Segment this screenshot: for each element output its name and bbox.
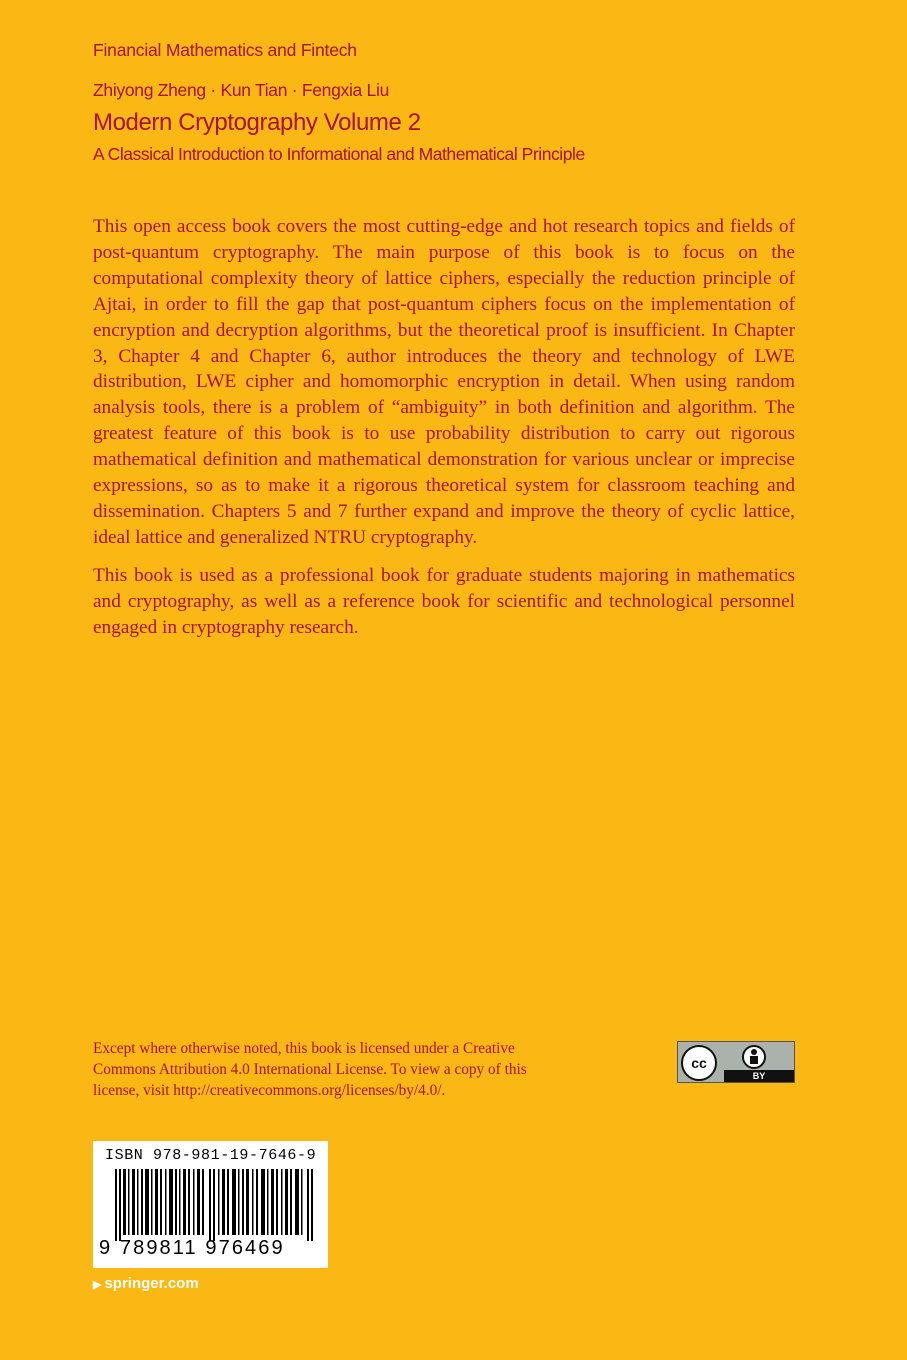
barcode-bars — [115, 1169, 315, 1241]
isbn-text: ISBN 978-981-19-7646-9 — [105, 1147, 317, 1164]
by-label: BY — [752, 1071, 766, 1081]
springer-link[interactable] — [93, 1275, 199, 1292]
series-name: Financial Mathematics and Fintech — [93, 40, 357, 60]
book-subtitle: A Classical Introduction to Informational and Mathematical Principle — [93, 144, 585, 164]
cc-icon: cc — [681, 1045, 717, 1081]
description-paragraph-2: This book is used as a professional book for graduate students majoring in mathematics and cryptography, as well as a reference book for scientific and technological personnel engaged in cryptography research. — [93, 564, 795, 638]
barcode — [93, 1141, 328, 1268]
attribution-person-icon — [742, 1045, 766, 1069]
license-notice: Except where otherwise noted, this book is licensed under a Creative Commons Attribution 4.0 International License. To view a copy of this license, visit http://creativecommons.org/licenses/by/4.0/. — [93, 1040, 527, 1099]
description — [93, 214, 795, 653]
barcode-digits: 9 789811 976469 — [99, 1237, 285, 1259]
authors: Zhiyong Zheng · Kun Tian · Fengxia Liu — [93, 80, 389, 100]
cc-by-license-badge[interactable] — [677, 1041, 795, 1083]
description-paragraph-1: This open access book covers the most cutting-edge and hot research topics and fields of post-quantum cryptography. The main purpose of this book is to focus on the computational complexity theory of lattice ciphers, especially the reduction principle of Ajtai, in order to fill the gap that post-quantum ciphers focus on the implementation of encryption and decryption algorithms, but the theoretical proof is insufficient. In Chapter 3, Chapter 4 and Chapter 6, author introduces the theory and technology of LWE distribution, LWE cipher and homomorphic encryption in detail. When using random analysis tools, there is a problem of “ambiguity” in both definition and algorithm. The greatest feature of this book is to use probability distribution to carry out rigorous mathematical definition and mathematical demonstration for various unclear or imprecise expressions, so as to make it a rigorous theoretical system for classroom teaching and dissemination. Chapters 5 and 7 further expand and improve the theory of cyclic lattice, ideal lattice and generalized NTRU cryptography. — [93, 216, 795, 548]
arrow-right-icon: ▶ — [93, 1279, 102, 1291]
book-title: Modern Cryptography Volume 2 — [93, 109, 421, 136]
springer-link-label: springer.com — [104, 1275, 199, 1292]
